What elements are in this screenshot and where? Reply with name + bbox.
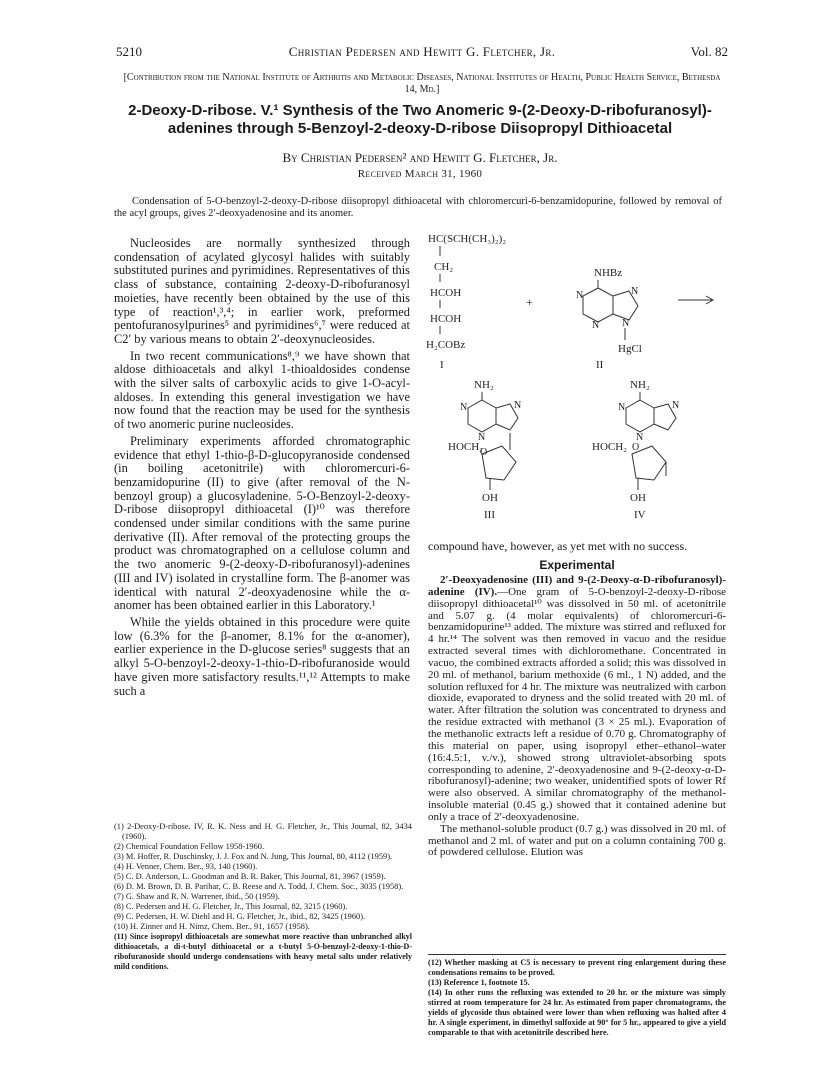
abstract: Condensation of 5-O-benzoyl-2-deoxy-D-ribose diisopropyl dithioacetal with chloromercuri-6-benzamidopurine, followed by removal of the acyl groups, gives 2′-deoxyadenosine and its anomer. [114,196,722,219]
footnote: (1) 2-Deoxy-D-ribose. IV, R. K. Ness and H. G. Fletcher, Jr., This Journal, 82, 3434 (1960). [114,822,412,841]
footnotes-left [114,822,412,972]
nhbz-label: NHBz [594,267,623,279]
reaction-scheme [426,228,726,528]
ring-oxygen: O [632,442,640,453]
experimental-paragraph: The methanol-soluble product (0.7 g.) was dissolved in 20 ml. of methanol and 2 ml. of water and put on a column containing 700 g. of powdered cellulose. Elution was [428,822,726,859]
ring-n: N [618,402,626,413]
body-paragraph: Nucleosides are normally synthesized through condensation of acylated glycosyl halides with suitably substituted purines and pyrimidines. Representatives of this class of substance, containing 2-deoxy-D-ribofuranosyl moieties, have recently been obtained by the use of this type of reaction¹,³,⁴; in earlier work, preformed pentofuranosylpurines⁵ and pyrimidines⁶,⁷ were reduced at C2′ by various means to obtain 2′-deoxynucleosides. [114,236,410,346]
experimental-lead: 2′-Deoxyadenosine (III) and 9-(2-Deoxy-α-D-ribofuranosyl)-adenine (IV). [428,574,726,598]
body-paragraph: compound have, however, as yet met with no success. [428,539,688,553]
body-paragraph: In two recent communications⁸,⁹ we have shown that aldose dithioacetals and alkyl 1-thioaldosides condense with the silver salts of carboxylic acids to give 1-O-acyl-aldoses. In extending this general investigation we have now found that the reaction may be used for the synthesis of two anomeric purine nucleosides. [114,348,410,432]
plus-sign: + [526,295,533,309]
footnote: (13) Reference 1, footnote 15. [428,978,530,987]
scheme-I-line-4: HCOH [430,313,462,325]
nh2-label: NH₂ [630,379,650,391]
oh-label: OH [630,492,646,504]
footnote: (10) H. Zinner and H. Nimz, Chem. Ber., 91, 1657 (1958). [114,922,310,931]
pyrimidine-ring [468,400,496,432]
nh2-label: NH₂ [474,379,494,391]
footnote: (7) G. Shaw and R. N. Warrener, ibid., 50 (1959). [114,892,280,901]
ring-n: N [478,432,486,443]
running-authors: Christian Pedersen and Hewitt G. Fletcher, Jr. [288,44,556,59]
scheme-I-line-2: CH₂ [434,261,454,273]
pyrimidine-ring [626,400,654,432]
ring-n: N [460,402,468,413]
footnote: (9) C. Pedersen, H. W. Diehl and H. G. Fletcher, Jr., ibid., 82, 3425 (1960). [114,912,366,921]
ring-n: N [636,432,644,443]
pyrimidine-ring [583,288,613,322]
label-compound-III: III [484,509,495,521]
article-title: 2-Deoxy-D-ribose. V.¹ Synthesis of the Two Anomeric 9-(2-Deoxy-D-ribofuranosyl)-adenines through 5-Benzoyl-2-deoxy-D-ribose Diisopropyl Dithioacetal [128,102,712,137]
footnotes-right [428,954,726,1038]
left-column [114,237,410,698]
scheme-I-line-3: HCOH [430,287,462,299]
scheme-I-line-5: H₂COBz [426,339,466,351]
footnote: (6) D. M. Brown, D. B. Parihar, C. B. Reese and A. Todd, J. Chem. Soc., 3035 (1958). [114,882,404,891]
scheme-I-line-1: HC(SCH(CH₃)₂)₂ [428,233,507,245]
label-compound-I: I [440,359,444,371]
ring-n: N [514,400,522,411]
volume-number: Vol. 82 [690,44,728,59]
ring-n: N [622,318,630,329]
body-paragraph: Preliminary experiments afforded chromatographic evidence that ethyl 1-thio-β-D-glucopyranoside condensed (in boiling acetonitrile) with chloromercuri-6-benzamidopurine (II) to give (after removal of the N-benzoyl group) a glucosyladenine. 5-O-Benzoyl-2-deoxy-D-ribose diisopropyl dithioacetal (I)¹⁰ was therefore condensed under similar conditions with the same purine derivative (II). After removal of the protecting groups the product was chromatographed on a cellulose column and the two anomeric 9-(2-deoxy-D-ribofuranosyl)-adenines (III and IV) isolated in crystalline form. The β-anomer was identical with natural 2′-deoxyadenosine while the α-anomer has been obtained earlier in this Laboratory.¹ [114,433,410,613]
footnote: (11) Since isopropyl dithioacetals are somewhat more reactive than unbranched alkyl dithioacetals, a di-t-butyl dithioacetal or a t-butyl 5-O-benzoyl-2-deoxy-1-thio-D-ribofuranoside should undergo condensations with heavy metal salts under relatively mild conditions. [114,932,412,971]
running-header [116,44,728,64]
label-compound-II: II [596,359,604,371]
page-number: 5210 [116,44,142,59]
experimental-text: —One gram of 5-O-benzoyl-2-deoxy-D-ribose diisopropyl dithioacetal¹⁰ was dissolved in 50 ml. of acetonitrile and 5.07 g. (4 molar equivalents) of chloromercuri-6-benzamidopurine¹³ added. The mixture was stirred and refluxed for 4 hr.¹⁴ The solvent was then removed in vacuo and the residue extracted several times with dichloromethane. Concentrated in vacuo, the combined extracts afforded a solid; this was dissolved in 20 ml. of methanol, barium methoxide (6 ml., 1 N) added, and the solution refluxed for 4 hr. The mixture was neutralized with carbon dioxide, evaporated to dryness and the solid treated with 20 ml. of water. After filtration the solution was concentrated to dryness and the residue extracted with methanol (3 × 25 ml.). Evaporation of the methanolic extracts left a residue of 0.70 g. Chromatography of this material on paper, using isopropyl ether–ethanol–water (16:4.5:1, v./v.), showed strong ultraviolet-absorbing spots corresponding to adenine, 2′-deoxyadenosine and 9-(2-deoxy-α-D-ribofuranosyl)-adenine; two weaker, unidentified spots of lower Rf were also observed. A similar chromatography of the methanol-insoluble material (0.45 g.) showed that it contained adenine but only a trace of 2′-deoxyadenosine. [428,585,726,823]
footnote: (2) Chemical Foundation Fellow 1958-1960. [114,842,265,851]
footnote: (4) H. Venner, Chem. Ber., 93, 140 (1960). [114,862,258,871]
experimental-paragraph [428,575,726,824]
label-compound-IV: IV [634,509,646,521]
ring-n: N [592,320,600,331]
ring-n: N [672,400,680,411]
footnote: (12) Whether masking at C5 is necessary to prevent ring enlargement during these condensations remains to be proved. [428,958,726,977]
hgcl-label: HgCl [618,343,642,355]
received-date: Received March 31, 1960 [357,168,483,180]
hoch2-label: HOCH₂ [448,441,484,453]
footnote: (5) C. D. Anderson, L. Goodman and B. R. Baker, This Journal, 81, 3967 (1959). [114,872,386,881]
right-column [428,540,726,859]
byline: By Christian Pedersen² and Hewitt G. Fletcher, Jr. [282,150,558,165]
hoch2-label: HOCH₂ [592,441,628,453]
body-paragraph: While the yields obtained in this procedure were quite low (6.3% for the β-anomer, 8.1% for the α-anomer), earlier experience in the D-glucose series⁸ suggests that an alkyl 5-O-benzoyl-2-deoxy-1-thio-D-ribofuranoside would have given more satisfactory results.¹¹,¹² Attempts to make such a [114,614,410,698]
ring-oxygen: O [480,447,488,458]
section-heading: Experimental [539,558,615,572]
contribution-line: [Contribution from the National Institute of Arthritis and Metabolic Diseases, National Institutes of Health, Public Health Service, Bethesda 14, Md.] [123,72,721,95]
ring-n: N [576,290,584,301]
footnote: (14) In other runs the refluxing was extended to 20 hr. or the mixture was simply stirred at room temperature for 24 hr. As estimated from paper chromatograms, the yields of glycoside thus obtained were lower than when refluxing was halted after 4 hr. A single experiment, in dimethyl sulfoxide at 90° for 5 hr., appeared to give a yield comparable to that with acetonitrile described here. [428,988,726,1037]
footnote: (8) C. Pedersen and H. G. Fletcher, Jr., This Journal, 82, 3215 (1960). [114,902,348,911]
oh-label: OH [482,492,498,504]
footnote: (3) M. Hoffer, R. Duschinsky, J. J. Fox and N. Jung, This Journal, 80, 4112 (1959). [114,852,393,861]
ring-n: N [631,286,639,297]
